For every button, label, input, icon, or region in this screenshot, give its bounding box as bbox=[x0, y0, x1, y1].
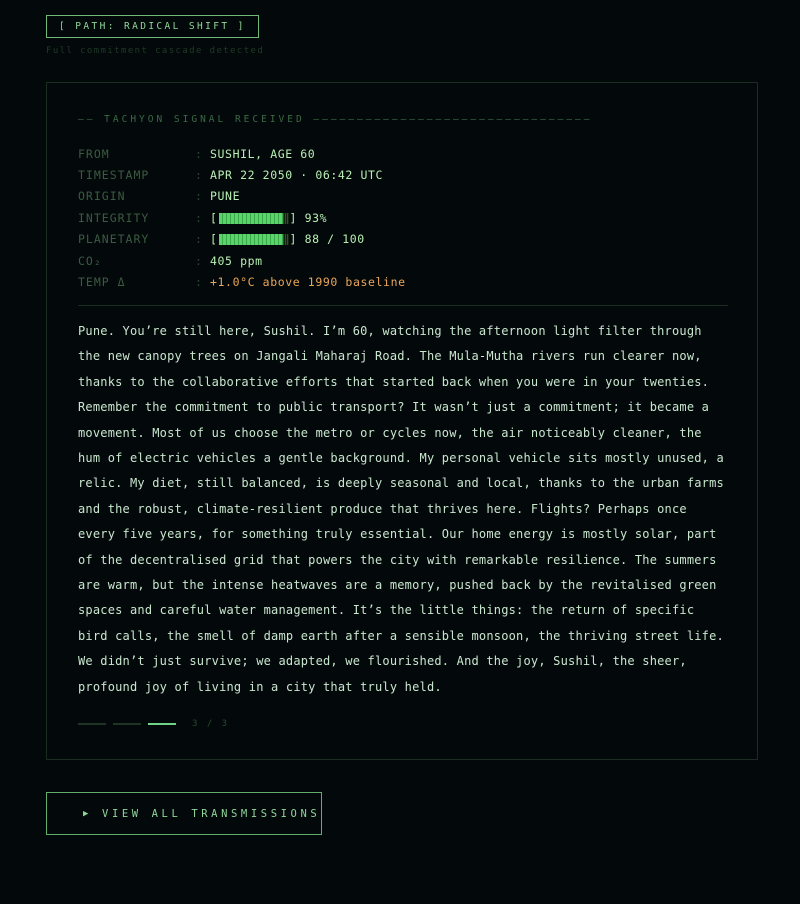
meta-row-planetary bbox=[78, 229, 406, 250]
signal-heading: —— TACHYON SIGNAL RECEIVED ———————————————————————————————— bbox=[78, 114, 593, 125]
meta-row-timestamp bbox=[78, 164, 406, 185]
meta-value-integrity: [ ] 93% bbox=[210, 210, 328, 225]
meta-row-origin bbox=[78, 186, 406, 207]
meta-value-planetary: [ ] 88 / 100 bbox=[210, 232, 365, 247]
meta-value-origin: PUNE bbox=[210, 189, 241, 204]
meta-key: TEMP Δ bbox=[78, 275, 126, 290]
view-all-transmissions-button[interactable] bbox=[46, 792, 322, 835]
meta-row-temp bbox=[78, 271, 406, 292]
meta-key: FROM bbox=[78, 146, 110, 161]
meta-separator: : bbox=[195, 168, 202, 183]
meta-key: INTEGRITY bbox=[78, 210, 150, 225]
transmission-panel bbox=[46, 82, 758, 760]
divider bbox=[78, 305, 728, 306]
transmission-message: Pune. You’re still here, Sushil. I’m 60, watching the afternoon light filter through the new canopy trees on Jangali Maharaj Road. The Mula-Mutha rivers run clearer now, thanks to the collaborative efforts that started back when you were in your twenties. Remember the commitment to public transport? It wasn’t just a commitment; it became a movement. Most of us choose the metro or cycles now, the air noticeably cleaner, the hum of electric vehicles a gentle background. My personal vehicle sits mostly unused, a relic. My diet, still balanced, is deeply seasonal and local, thanks to the urban farms and the robust, climate-resilient produce that thrives here. Flights? Perhaps once every five years, for something truly essential. Our home energy is mostly solar, part of the decentralised grid that powers the city with remarkable resilience. The summers are warm, but the intense heatwaves are a memory, pushed back by the revitalised green spaces and careful water management. It’s the little things: the return of specific bird calls, the smell of damp earth after a sensible monsoon, the thriving street life. We didn’t just survive; we adapted, we flourished. And the joy, Sushil, the sheer, profound joy of living in a city that truly held. bbox=[78, 324, 724, 694]
meta-separator: : bbox=[195, 275, 202, 290]
page-counter: 3 / 3 bbox=[192, 719, 230, 729]
page-indicator-3[interactable] bbox=[148, 723, 176, 725]
integrity-bar bbox=[219, 213, 289, 224]
integrity-percent: 93% bbox=[304, 210, 328, 225]
meta-separator: : bbox=[195, 232, 202, 247]
meta-value-co2: 405 ppm bbox=[210, 253, 263, 268]
view-all-label: VIEW ALL TRANSMISSIONS bbox=[102, 807, 321, 820]
path-badge: [ PATH: RADICAL SHIFT ] bbox=[46, 15, 259, 38]
meta-value-from: SUSHIL, AGE 60 bbox=[210, 146, 316, 161]
meta-row-from bbox=[78, 143, 406, 164]
meta-key: TIMESTAMP bbox=[78, 168, 150, 183]
meta-key: CO₂ bbox=[78, 253, 102, 268]
planetary-score: 88 / 100 bbox=[304, 232, 365, 247]
meta-key: ORIGIN bbox=[78, 189, 126, 204]
meta-separator: : bbox=[195, 253, 202, 268]
planetary-bar bbox=[219, 234, 289, 245]
page-indicator-2[interactable] bbox=[113, 723, 141, 725]
meta-separator: : bbox=[195, 146, 202, 161]
meta-key: PLANETARY bbox=[78, 232, 150, 247]
integrity-bar-remainder bbox=[283, 213, 289, 224]
pager bbox=[78, 719, 229, 729]
meta-value-temp: +1.0°C above 1990 baseline bbox=[210, 275, 406, 290]
signal-meta bbox=[78, 143, 406, 293]
page-indicator-1[interactable] bbox=[78, 723, 106, 725]
meta-row-integrity bbox=[78, 207, 406, 228]
meta-separator: : bbox=[195, 189, 202, 204]
meta-value-timestamp: APR 22 2050 · 06:42 UTC bbox=[210, 168, 384, 183]
meta-separator: : bbox=[195, 210, 202, 225]
meta-row-co2 bbox=[78, 250, 406, 271]
play-icon: ▶ bbox=[83, 808, 93, 819]
path-subtitle: Full commitment cascade detected bbox=[46, 46, 265, 56]
planetary-bar-remainder bbox=[283, 234, 289, 245]
